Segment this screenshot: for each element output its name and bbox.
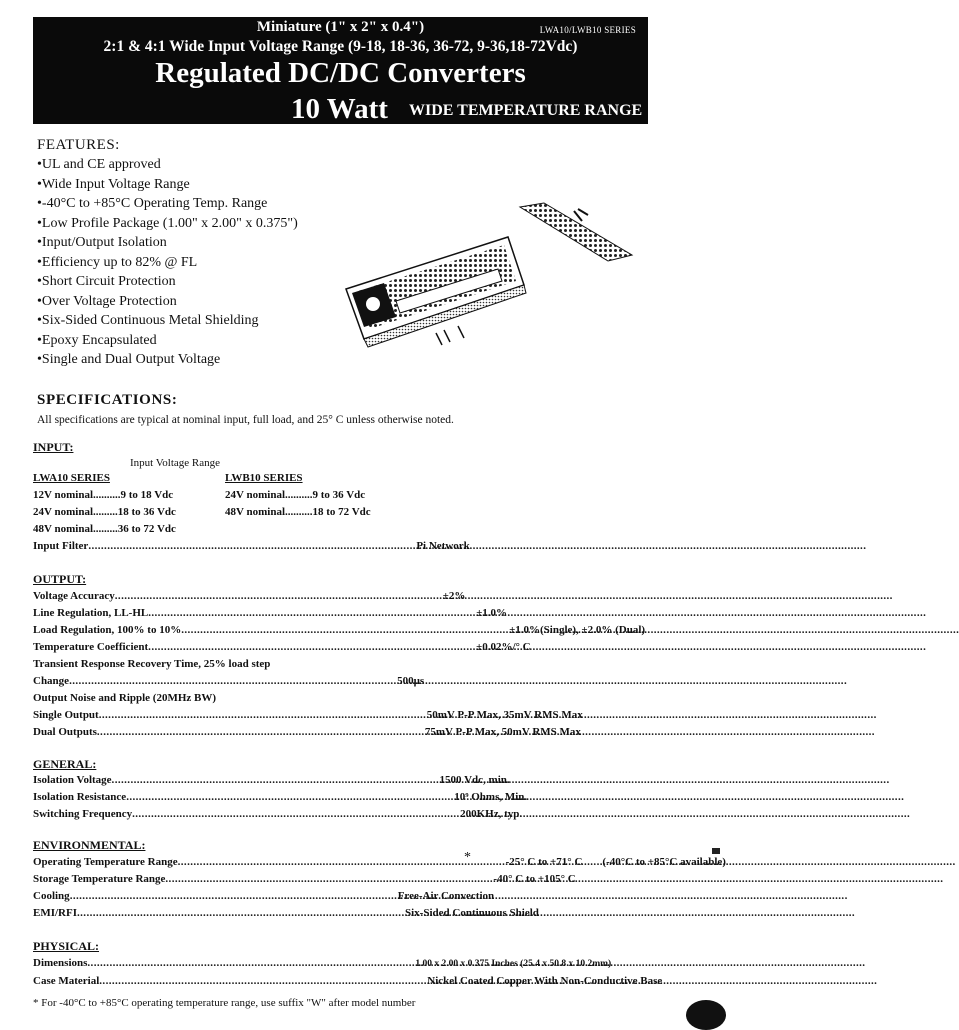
feature-item: •Low Profile Package (1.00" x 2.00" x 0.375")	[37, 215, 298, 231]
spec-value: 50mV P-P Max, 35mV RMS Max	[426, 709, 583, 721]
specifications-title: SPECIFICATIONS:	[37, 392, 178, 408]
lwa-range-row: 12V nominal..........9 to 18 Vdc	[33, 489, 174, 501]
input-range-label: Input Voltage Range	[130, 457, 221, 469]
edge-mark	[712, 848, 720, 854]
lwb-range-row: 48V nominal..........18 to 72 Vdc	[225, 506, 371, 518]
output-row	[33, 709, 698, 725]
header-input-range: 2:1 & 4:1 Wide Input Voltage Range (9-18, 18-36, 36-72, 9-36,18-72Vdc)	[103, 38, 578, 55]
spec-value: 500µs	[397, 675, 425, 687]
input-filter-row	[33, 540, 698, 556]
transient-response-line: Transient Response Recovery Time, 25% load step	[33, 658, 271, 670]
spec-label: Temperature Coefficient	[33, 641, 149, 653]
general-row	[33, 808, 698, 824]
environmental-row	[33, 873, 698, 889]
header-watt: 10 Watt	[291, 93, 388, 125]
spec-value: ±1.0%	[476, 607, 508, 619]
feature-item: •UL and CE approved	[37, 157, 161, 172]
converter-module-front	[346, 237, 526, 347]
lwb-series-heading: LWB10 SERIES	[225, 472, 303, 484]
feature-item: •Input/Output Isolation	[37, 235, 167, 250]
spec-label: Dimensions	[33, 957, 88, 969]
feature-item: •Efficiency up to 82% @ FL	[37, 254, 198, 270]
spec-value: Free-Air Convection	[397, 890, 495, 902]
output-row	[33, 641, 698, 657]
spec-label: EMI/RFI	[33, 907, 77, 919]
product-photo	[338, 193, 638, 363]
spec-value: -40° C to +105° C	[493, 873, 576, 885]
general-heading: GENERAL:	[33, 757, 97, 771]
spec-label: Line Regulation, LL-HL	[33, 607, 149, 619]
spec-value: 1500 Vdc, min.	[439, 774, 510, 786]
feature-item: •Single and Dual Output Voltage	[37, 352, 221, 367]
spec-value: 75mV P-P Max, 50mV RMS Max	[424, 726, 581, 738]
spec-value: -25° C to +71° C	[505, 856, 583, 868]
header-wide-temp: WIDE TEMPERATURE RANGE	[409, 102, 643, 119]
spec-value: ±2%	[442, 590, 466, 602]
converter-module-back	[520, 203, 632, 261]
features-title: FEATURES:	[37, 137, 120, 153]
spec-label: Isolation Resistance	[33, 791, 127, 803]
feature-item: •Short Circuit Protection	[37, 274, 176, 289]
environmental-row	[33, 856, 726, 872]
spec-value: 200KHz, typ.	[460, 808, 523, 820]
spec-label: Input Filter	[33, 540, 89, 552]
output-row	[33, 675, 698, 691]
general-row	[33, 791, 698, 807]
header-series: LWA10/LWB10 SERIES	[539, 25, 636, 35]
header-miniature: Miniature (1" x 2" x 0.4")	[256, 19, 425, 35]
spec-label: Single Output	[33, 709, 99, 721]
lwa-range-row: 48V nominal.........36 to 72 Vdc	[33, 523, 176, 535]
spec-value: Pi Network	[416, 540, 470, 552]
spec-label: Switching Frequency	[33, 808, 133, 820]
output-row	[33, 624, 698, 640]
feature-item: •-40°C to +85°C Operating Temp. Range	[37, 196, 268, 211]
footnote: * For -40°C to +85°C operating temperature range, use suffix "W" after model number	[33, 997, 416, 1009]
physical-row	[33, 975, 698, 991]
specifications-note: All specifications are typical at nominal input, full load, and 25° C unless otherwise noted.	[37, 414, 454, 426]
header-title: Regulated DC/DC Converters	[155, 57, 526, 89]
spec-label: Case Material	[33, 975, 100, 987]
module-pins	[436, 326, 464, 345]
features-section	[37, 137, 298, 370]
lwa-series-heading: LWA10 SERIES	[33, 472, 110, 484]
spec-label: Operating Temperature Range	[33, 856, 178, 868]
spec-label: Dual Outputs	[33, 726, 97, 738]
header-banner	[33, 17, 648, 124]
spec-label: Cooling	[33, 890, 70, 902]
spec-label: Storage Temperature Range	[33, 873, 166, 885]
feature-item: •Wide Input Voltage Range	[37, 176, 190, 192]
spec-value: 10⁹ Ohms, Min.	[454, 791, 528, 803]
spec-label: Voltage Accuracy	[33, 590, 115, 602]
spec-value: ±0.02%/° C	[476, 641, 531, 653]
temperature-option-note: (-40°C to +85°C available)	[602, 856, 726, 868]
output-row	[33, 726, 698, 742]
corner-mark	[686, 1000, 726, 1030]
noise-ripple-line: Output Noise and Ripple (20MHz BW)	[33, 692, 217, 704]
input-heading: INPUT:	[33, 440, 74, 454]
spec-label: Load Regulation, 100% to 10%	[33, 624, 182, 636]
spec-label: Change	[33, 675, 70, 687]
environmental-row	[33, 907, 698, 923]
physical-row	[33, 957, 698, 973]
feature-item: •Epoxy Encapsulated	[37, 332, 157, 348]
output-heading: OUTPUT:	[33, 572, 87, 586]
feature-item: •Over Voltage Protection	[37, 293, 177, 309]
spec-value: 1.00 x 2.00 x 0.375 Inches (25.4 x 50.8 x 10.2mm)	[415, 959, 612, 969]
environmental-heading: ENVIRONMENTAL:	[33, 838, 146, 852]
environmental-row	[33, 890, 698, 906]
features-list	[37, 155, 298, 370]
feature-item: •Six-Sided Continuous Metal Shielding	[37, 313, 259, 328]
general-row	[33, 774, 698, 790]
lwa-range-row: 24V nominal.........18 to 36 Vdc	[33, 506, 176, 518]
asterisk-mark: *	[464, 850, 471, 865]
spec-label: Isolation Voltage	[33, 774, 112, 786]
physical-heading: PHYSICAL:	[33, 939, 100, 953]
output-row	[33, 590, 698, 606]
output-row	[33, 607, 698, 623]
spec-value: ±1.0%(Single), ±2.0% (Dual)	[509, 624, 646, 636]
spec-value: Six-Sided Continuous Shield	[405, 907, 539, 919]
spec-value: Nickel Coated Copper With Non-Conductive Base	[427, 975, 663, 987]
lwb-range-row: 24V nominal..........9 to 36 Vdc	[225, 489, 366, 501]
